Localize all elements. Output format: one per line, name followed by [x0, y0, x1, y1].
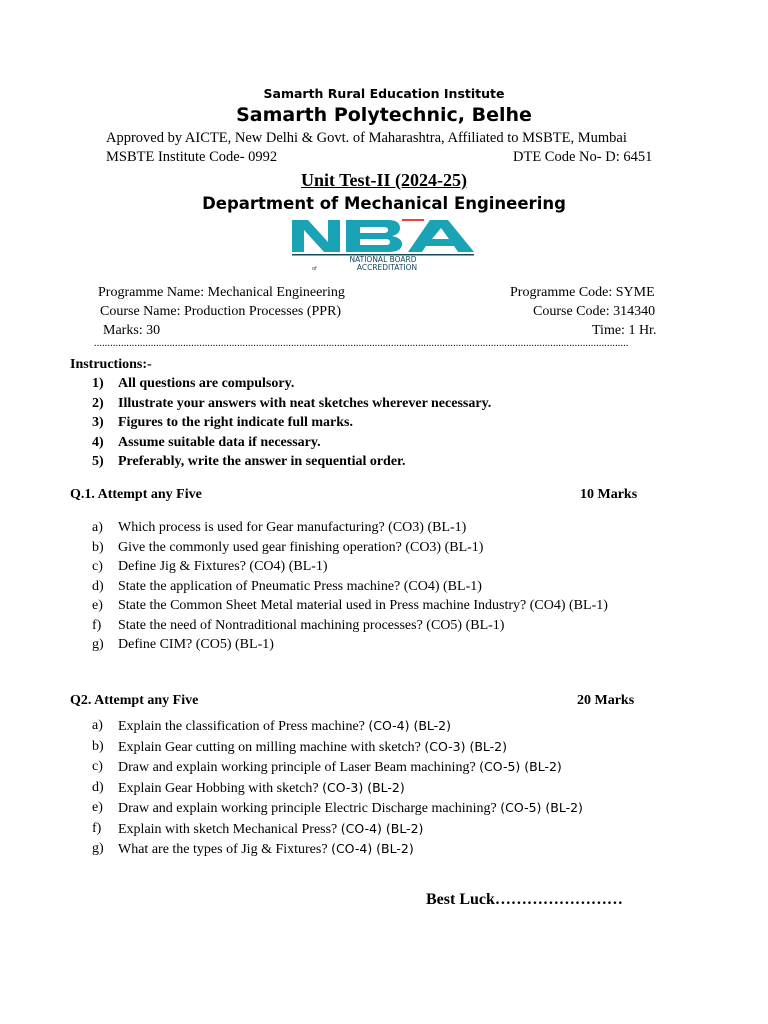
q1-item-text — [118, 540, 483, 556]
q2-item-co-bl-tag: (CO-5) (BL-2) — [500, 800, 583, 815]
instruction-item-text — [118, 396, 491, 412]
instruction-item-marker: 5) — [92, 454, 104, 469]
instruction-item-question: Preferably, write the answer in sequential order. — [118, 454, 406, 469]
q1-item-question: Define CIM? (CO5) (BL-1) — [118, 637, 274, 652]
best-luck-text: Best Luck…………………… — [426, 891, 623, 908]
instructions-heading: Instructions:- — [70, 357, 152, 372]
q2-item-marker: e) — [92, 800, 103, 815]
q1-item-text — [118, 579, 482, 595]
q1-item-question: Which process is used for Gear manufacturing? (CO3) (BL-1) — [118, 520, 467, 535]
q2-item-co-bl-tag: (CO-3) (BL-2) — [322, 779, 405, 795]
q2-item-text — [118, 841, 414, 858]
q2-title: Q2. Attempt any Five — [70, 693, 199, 708]
q2-item-marker: g) — [92, 841, 104, 856]
q2-item-text — [118, 739, 507, 756]
q2-marks: 20 Marks — [577, 693, 635, 708]
q2-item-marker: b) — [92, 738, 104, 754]
instruction-item-text — [118, 415, 353, 431]
nba-logo-line2: ACCREDITATION — [356, 263, 418, 272]
nba-logo-graphic — [284, 216, 484, 272]
q2-item-co-bl-tag: (CO-3) (BL-2) — [424, 738, 508, 754]
department-title: Department of Mechanical Engineering — [202, 194, 566, 213]
q2-item-text — [118, 718, 451, 735]
institute-trust-name: Samarth Rural Education Institute — [263, 86, 505, 101]
q2-item-text — [118, 759, 562, 776]
q1-item-marker: e) — [92, 598, 103, 613]
q1-item-question: State the application of Pneumatic Press machine? (CO4) (BL-1) — [118, 578, 482, 594]
dte-code: DTE Code No- D: 6451 — [513, 149, 653, 165]
nba-logo — [284, 216, 484, 272]
q2-item-question: Explain Gear Hobbing with sketch? — [118, 780, 323, 796]
q2-item-text — [118, 780, 405, 797]
time-duration: Time: 1 Hr. — [592, 323, 657, 338]
q2-item-question: Draw and explain working principle Electric Discharge machining? — [118, 801, 501, 816]
instruction-item-question: All questions are compulsory. — [118, 376, 295, 391]
institute-code: MSBTE Institute Code- 0992 — [106, 149, 278, 165]
q1-title: Q.1. Attempt any Five — [70, 487, 202, 502]
course-code: Course Code: 314340 — [533, 304, 656, 319]
q1-item-question: State the need of Nontraditional machining processes? (CO5) (BL-1) — [118, 617, 505, 633]
instruction-item-text — [118, 454, 406, 470]
q1-item-question: Define Jig & Fixtures? (CO4) (BL-1) — [118, 559, 328, 574]
q2-item-question: Explain with sketch Mechanical Press? — [118, 821, 341, 837]
course-name: Course Name: Production Processes (PPR) — [100, 304, 342, 319]
q2-item-question: Explain the classification of Press machine? — [118, 719, 369, 734]
q1-item-marker: b) — [92, 539, 104, 555]
q2-item-question: Draw and explain working principle of Laser Beam machining? — [118, 760, 480, 775]
q2-item-co-bl-tag: (CO-5) (BL-2) — [479, 759, 562, 774]
q2-item-question: What are the types of Jig & Fixtures? — [118, 842, 332, 857]
programme-name: Programme Name: Mechanical Engineering — [98, 285, 345, 300]
separator-dots: ...................................................................................................................................................................................................... — [94, 341, 629, 347]
q2-item-co-bl-tag: (CO-4) (BL-2) — [340, 820, 424, 836]
q1-item-marker: c) — [92, 559, 103, 574]
programme-code: Programme Code: SYME — [510, 285, 655, 300]
q1-marks: 10 Marks — [580, 487, 638, 502]
instruction-item-text — [118, 435, 321, 451]
q1-item-text — [118, 559, 328, 575]
q1-item-question: State the Common Sheet Metal material used in Press machine Industry? (CO4) (BL-1) — [118, 598, 608, 613]
q1-item-text — [118, 598, 608, 614]
q2-item-co-bl-tag: (CO-4) (BL-2) — [368, 718, 452, 733]
instruction-item-marker: 1) — [92, 376, 104, 391]
exam-title: Unit Test-II (2024-25) — [300, 170, 467, 190]
college-name: Samarth Polytechnic, Belhe — [236, 104, 532, 126]
q1-item-marker: a) — [92, 520, 103, 535]
instruction-item-question: Assume suitable data if necessary. — [118, 434, 321, 450]
approval-line: Approved by AICTE, New Delhi & Govt. of Maharashtra, Affiliated to MSBTE, Mumbai — [106, 130, 627, 146]
nba-logo-line1: NATIONAL BOARD — [349, 255, 417, 264]
q2-item-co-bl-tag: (CO-4) (BL-2) — [331, 841, 414, 856]
q1-item-question: Give the commonly used gear finishing operation? (CO3) (BL-1) — [118, 539, 484, 555]
marks-total: Marks: 30 — [103, 323, 161, 338]
q2-item-marker: f) — [92, 820, 102, 836]
instruction-item-marker: 2) — [92, 395, 104, 411]
q1-item-text — [118, 618, 504, 634]
instruction-item-question: Illustrate your answers with neat sketches wherever necessary. — [118, 395, 492, 411]
q1-item-marker: f) — [92, 617, 102, 633]
instruction-item-marker: 3) — [92, 415, 104, 430]
nba-logo-of: of — [312, 266, 317, 272]
instruction-item-text — [118, 376, 294, 392]
q1-item-text — [118, 637, 274, 653]
q1-item-marker: g) — [92, 637, 104, 652]
instruction-item-question: Figures to the right indicate full marks. — [118, 415, 354, 430]
q2-item-marker: a) — [92, 718, 103, 733]
q2-item-text — [118, 821, 423, 838]
instruction-item-marker: 4) — [92, 434, 104, 450]
q2-item-marker: c) — [92, 759, 103, 774]
q1-item-marker: d) — [92, 578, 104, 594]
q2-item-question: Explain Gear cutting on milling machine with sketch? — [118, 739, 425, 755]
q2-item-text — [118, 800, 583, 817]
q1-item-text — [118, 520, 466, 536]
q2-item-marker: d) — [92, 779, 104, 795]
